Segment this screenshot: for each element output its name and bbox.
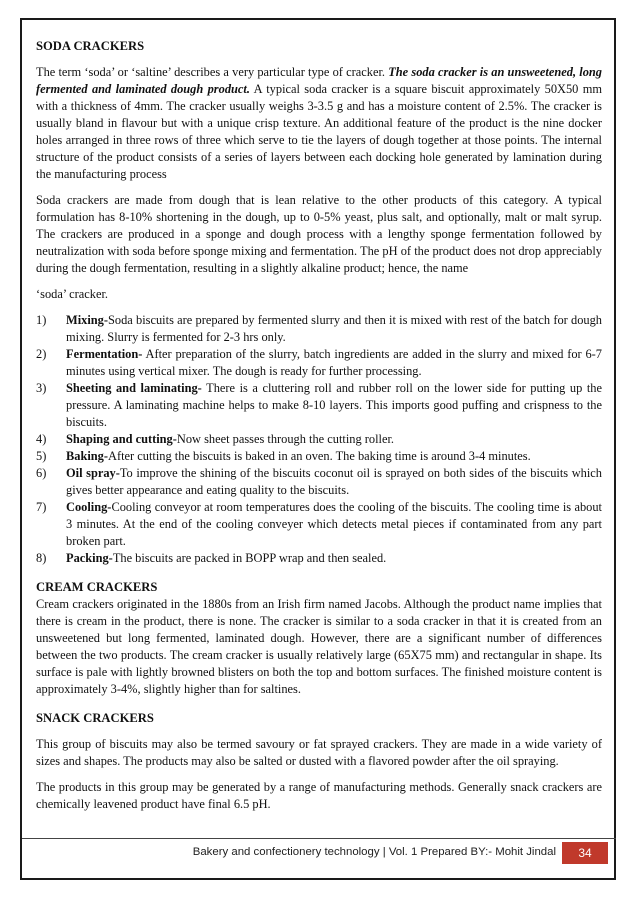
page-number: 34	[562, 842, 608, 864]
snack-paragraph-1: This group of biscuits may also be termed savoury or fat sprayed crackers. They are made in a wide variety of sizes and shapes. The products may also be salted or dusted with a flavored powder after the oil spraying.	[36, 737, 602, 768]
list-item: 1) Mixing-Soda biscuits are prepared by fermented slurry and then it is mixed with rest of the batch for dough mixing. Slurry is fermented for 2-3 hrs only.	[36, 313, 602, 344]
section-heading-cream: CREAM CRACKERS	[36, 580, 158, 594]
soda-paragraph-3: ‘soda’ cracker.	[36, 287, 109, 301]
soda-paragraph-2: Soda crackers are made from dough that is lean relative to the other products of this category. A typical formulation has 8-10% shortening in the dough, up to 0-5% yeast, plus salt, and optionally, malt or malt syrup. The crackers are produced in a sponge and dough process with a lengthy sponge fermentation followed by neutralization with soda before sponge mixing and fermentation. The pH of the product does not drop appreciably during the dough fermentation, resulting in a slightly alkaline product; hence, the name	[36, 193, 602, 275]
list-item: 2) Fermentation- After preparation of the slurry, batch ingredients are added in the slurry and mixed for 6-7 minutes using vertical mixer. The dough is ready for further processing.	[36, 347, 602, 378]
section-heading-snack: SNACK CRACKERS	[36, 711, 154, 725]
list-item: 6) Oil spray-To improve the shining of the biscuits coconut oil is sprayed on both sides of the biscuits which gives better appearance and eating quality to the biscuits.	[36, 466, 602, 497]
snack-paragraph-2: The products in this group may be generated by a range of manufacturing methods. Generally snack crackers are chemically leavened product have final 6.5 pH.	[36, 780, 602, 811]
list-item: 8) Packing-The biscuits are packed in BOPP wrap and then sealed.	[36, 551, 387, 565]
section-heading-soda: SODA CRACKERS	[36, 39, 145, 53]
cream-paragraph-1: Cream crackers originated in the 1880s from an Irish firm named Jacobs. Although the product name implies that there is cream in the product, there is none. The cracker is similar to a soda cracker in that it is created from an unsweetened but long fermented, laminated dough. However, there are a significant number of differences between the two products. The cream cracker is usually relatively large (65X75 mm) and rectangular in shape. Its surface is pale with lightly browned blisters on both the top and bottom surfaces. The finished moisture content is approximately 3-4%, slightly higher than for saltines.	[36, 597, 602, 696]
document-body	[36, 38, 602, 813]
soda-paragraph-1: The term ‘soda’ or ‘saltine’ describes a very particular type of cracker. The soda cracker is an unsweetened, long fermented and laminated dough product. A typical soda cracker is a square biscuit approximately 50X50 mm with a thickness of 4mm. The cracker usually weighs 3-3.5 g and has a moisture content of 2.5%. The cracker is usually bland in flavour but with a unique crisp texture. An additional feature of the product is the nine docker holes arranged in three rows of three which serve to tie the layers of dough together at those points. The internal structure of the product consists of a series of layers between each docking hole generated by lamination during the manufacturing process	[36, 65, 602, 181]
soda-process-steps	[36, 312, 602, 567]
list-item: 4) Shaping and cutting-Now sheet passes through the cutting roller.	[36, 432, 395, 446]
soda-definition: The soda cracker is an unsweetened, long fermented and laminated dough product.	[36, 65, 602, 96]
list-item: 3) Sheeting and laminating- There is a cluttering roll and rubber roll on the lower side for putting up the pressure. A laminating machine helps to make 8-10 layers. This imports good puffing and crispness to the biscuits.	[36, 381, 602, 429]
footer-text: Bakery and confectionery technology | Vol. 1 Prepared BY:- Mohit Jindal	[192, 846, 556, 858]
list-item: 5) Baking-After cutting the biscuits is baked in an oven. The baking time is around 3-4 minutes.	[36, 449, 531, 463]
page-footer	[22, 838, 616, 867]
list-item: 7) Cooling-Cooling conveyor at room temperatures does the cooling of the biscuits. The cooling time is about 3 minutes. At the end of the cooling conveyer which detects metal pieces if contaminated from any part broken part.	[36, 500, 602, 548]
